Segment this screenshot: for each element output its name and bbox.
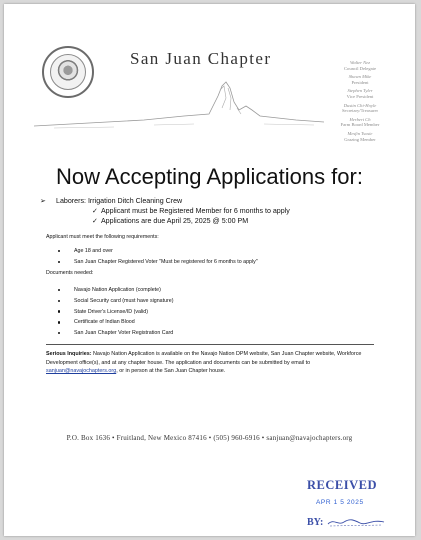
bullet-icon bbox=[58, 300, 60, 302]
condition-item bbox=[92, 216, 290, 226]
list-item bbox=[58, 246, 258, 257]
officer-entry bbox=[321, 74, 399, 85]
officer-title: Secretary/Treasurer bbox=[341, 108, 379, 114]
officer-title: Council Delegate bbox=[343, 65, 377, 71]
bullet-icon bbox=[58, 310, 60, 312]
list-item-text: Age 18 and over bbox=[74, 248, 113, 254]
officer-entry bbox=[321, 60, 399, 71]
officer-title: Farm Board Member bbox=[340, 122, 380, 128]
requirements-list bbox=[58, 246, 258, 268]
condition-text: Applications are due April 25, 2025 @ 5:00 PM bbox=[100, 217, 249, 225]
list-item-text: Social Security card (must have signature) bbox=[74, 297, 174, 304]
footer-contact: P.O. Box 1636 • Fruitland, New Mexico 87416 • (505) 960-6916 • sanjuan@navajochapters.org bbox=[66, 434, 353, 442]
job-title-line bbox=[40, 196, 182, 205]
list-item-text: State Driver's License/ID (valid) bbox=[74, 308, 149, 315]
list-item-text: San Juan Chapter Voter Registration Card bbox=[74, 330, 174, 337]
officer-name: Stephen Tyler bbox=[347, 88, 373, 94]
officer-entry bbox=[321, 88, 399, 99]
arrow-bullet-icon: ➢ bbox=[40, 197, 46, 205]
officer-title: Grazing Member bbox=[344, 136, 376, 142]
headline: Now Accepting Applications for: bbox=[56, 164, 363, 189]
officer-entry bbox=[321, 117, 399, 128]
documents-label: Documents needed: bbox=[46, 270, 94, 276]
received-by-label: BY: bbox=[307, 517, 324, 528]
inquiry-text: Navajo Nation Application is available on the Navajo Nation DPM website, San Juan Chapter website, Workforce Development office(s), and at any chapter house. The application and documents can be submitted by email to bbox=[46, 351, 362, 366]
condition-text: Applicant must be Registered Member for 6 months to apply bbox=[100, 207, 290, 215]
email-link[interactable]: sanjuan@navajochapters.org bbox=[46, 368, 117, 375]
officer-name: Mesfin Tsosie bbox=[347, 130, 373, 136]
officer-entry bbox=[321, 103, 399, 114]
officer-name: Dustin Chi-Hoyle bbox=[343, 102, 377, 108]
officers-list bbox=[321, 60, 399, 145]
list-item bbox=[58, 257, 258, 268]
job-title: Laborers: Irrigation Ditch Cleaning Crew bbox=[56, 197, 183, 205]
document-page bbox=[4, 4, 415, 536]
divider bbox=[46, 344, 374, 345]
bullet-icon bbox=[58, 289, 60, 291]
list-item bbox=[58, 317, 174, 328]
chapter-title: San Juan Chapter bbox=[130, 49, 272, 68]
bullet-icon bbox=[58, 250, 60, 252]
list-item-text: Certificate of Indian Blood bbox=[74, 319, 135, 326]
list-item bbox=[58, 328, 174, 339]
bullet-icon bbox=[58, 321, 60, 323]
bullet-icon bbox=[58, 332, 60, 334]
shiprock-mesa-illustration bbox=[34, 76, 324, 132]
officer-entry bbox=[321, 131, 399, 142]
list-item bbox=[58, 285, 174, 296]
list-item-text: Navajo Nation Application (complete) bbox=[74, 287, 161, 293]
requirements-intro: Applicant must meet the following requirements: bbox=[46, 234, 159, 240]
inquiry-text-end: , or in person at the San Juan Chapter house. bbox=[116, 368, 226, 375]
received-date: APR 1 5 2025 bbox=[316, 499, 364, 506]
inquiry-lead: Serious Inquiries: bbox=[46, 351, 92, 357]
condition-item bbox=[92, 206, 290, 216]
officer-name: Walter Nez bbox=[349, 60, 371, 65]
officer-title: President bbox=[351, 79, 369, 85]
inquiry-paragraph bbox=[46, 350, 372, 376]
documents-list bbox=[58, 285, 174, 339]
officer-name: Herbert Ch bbox=[349, 116, 371, 122]
list-item-text: San Juan Chapter Registered Voter "Must be registered for 6 months to apply" bbox=[74, 258, 258, 265]
job-conditions bbox=[92, 206, 290, 226]
bullet-icon bbox=[58, 261, 60, 263]
officer-name: Shawn Mike bbox=[348, 74, 372, 80]
list-item bbox=[58, 296, 174, 307]
officer-title: Vice President bbox=[346, 93, 374, 99]
received-stamp: RECEIVED bbox=[307, 478, 377, 492]
checkmark-icon: ✓ bbox=[92, 207, 98, 215]
signature-scribble bbox=[326, 516, 386, 528]
list-item bbox=[58, 307, 174, 318]
checkmark-icon: ✓ bbox=[92, 217, 98, 225]
